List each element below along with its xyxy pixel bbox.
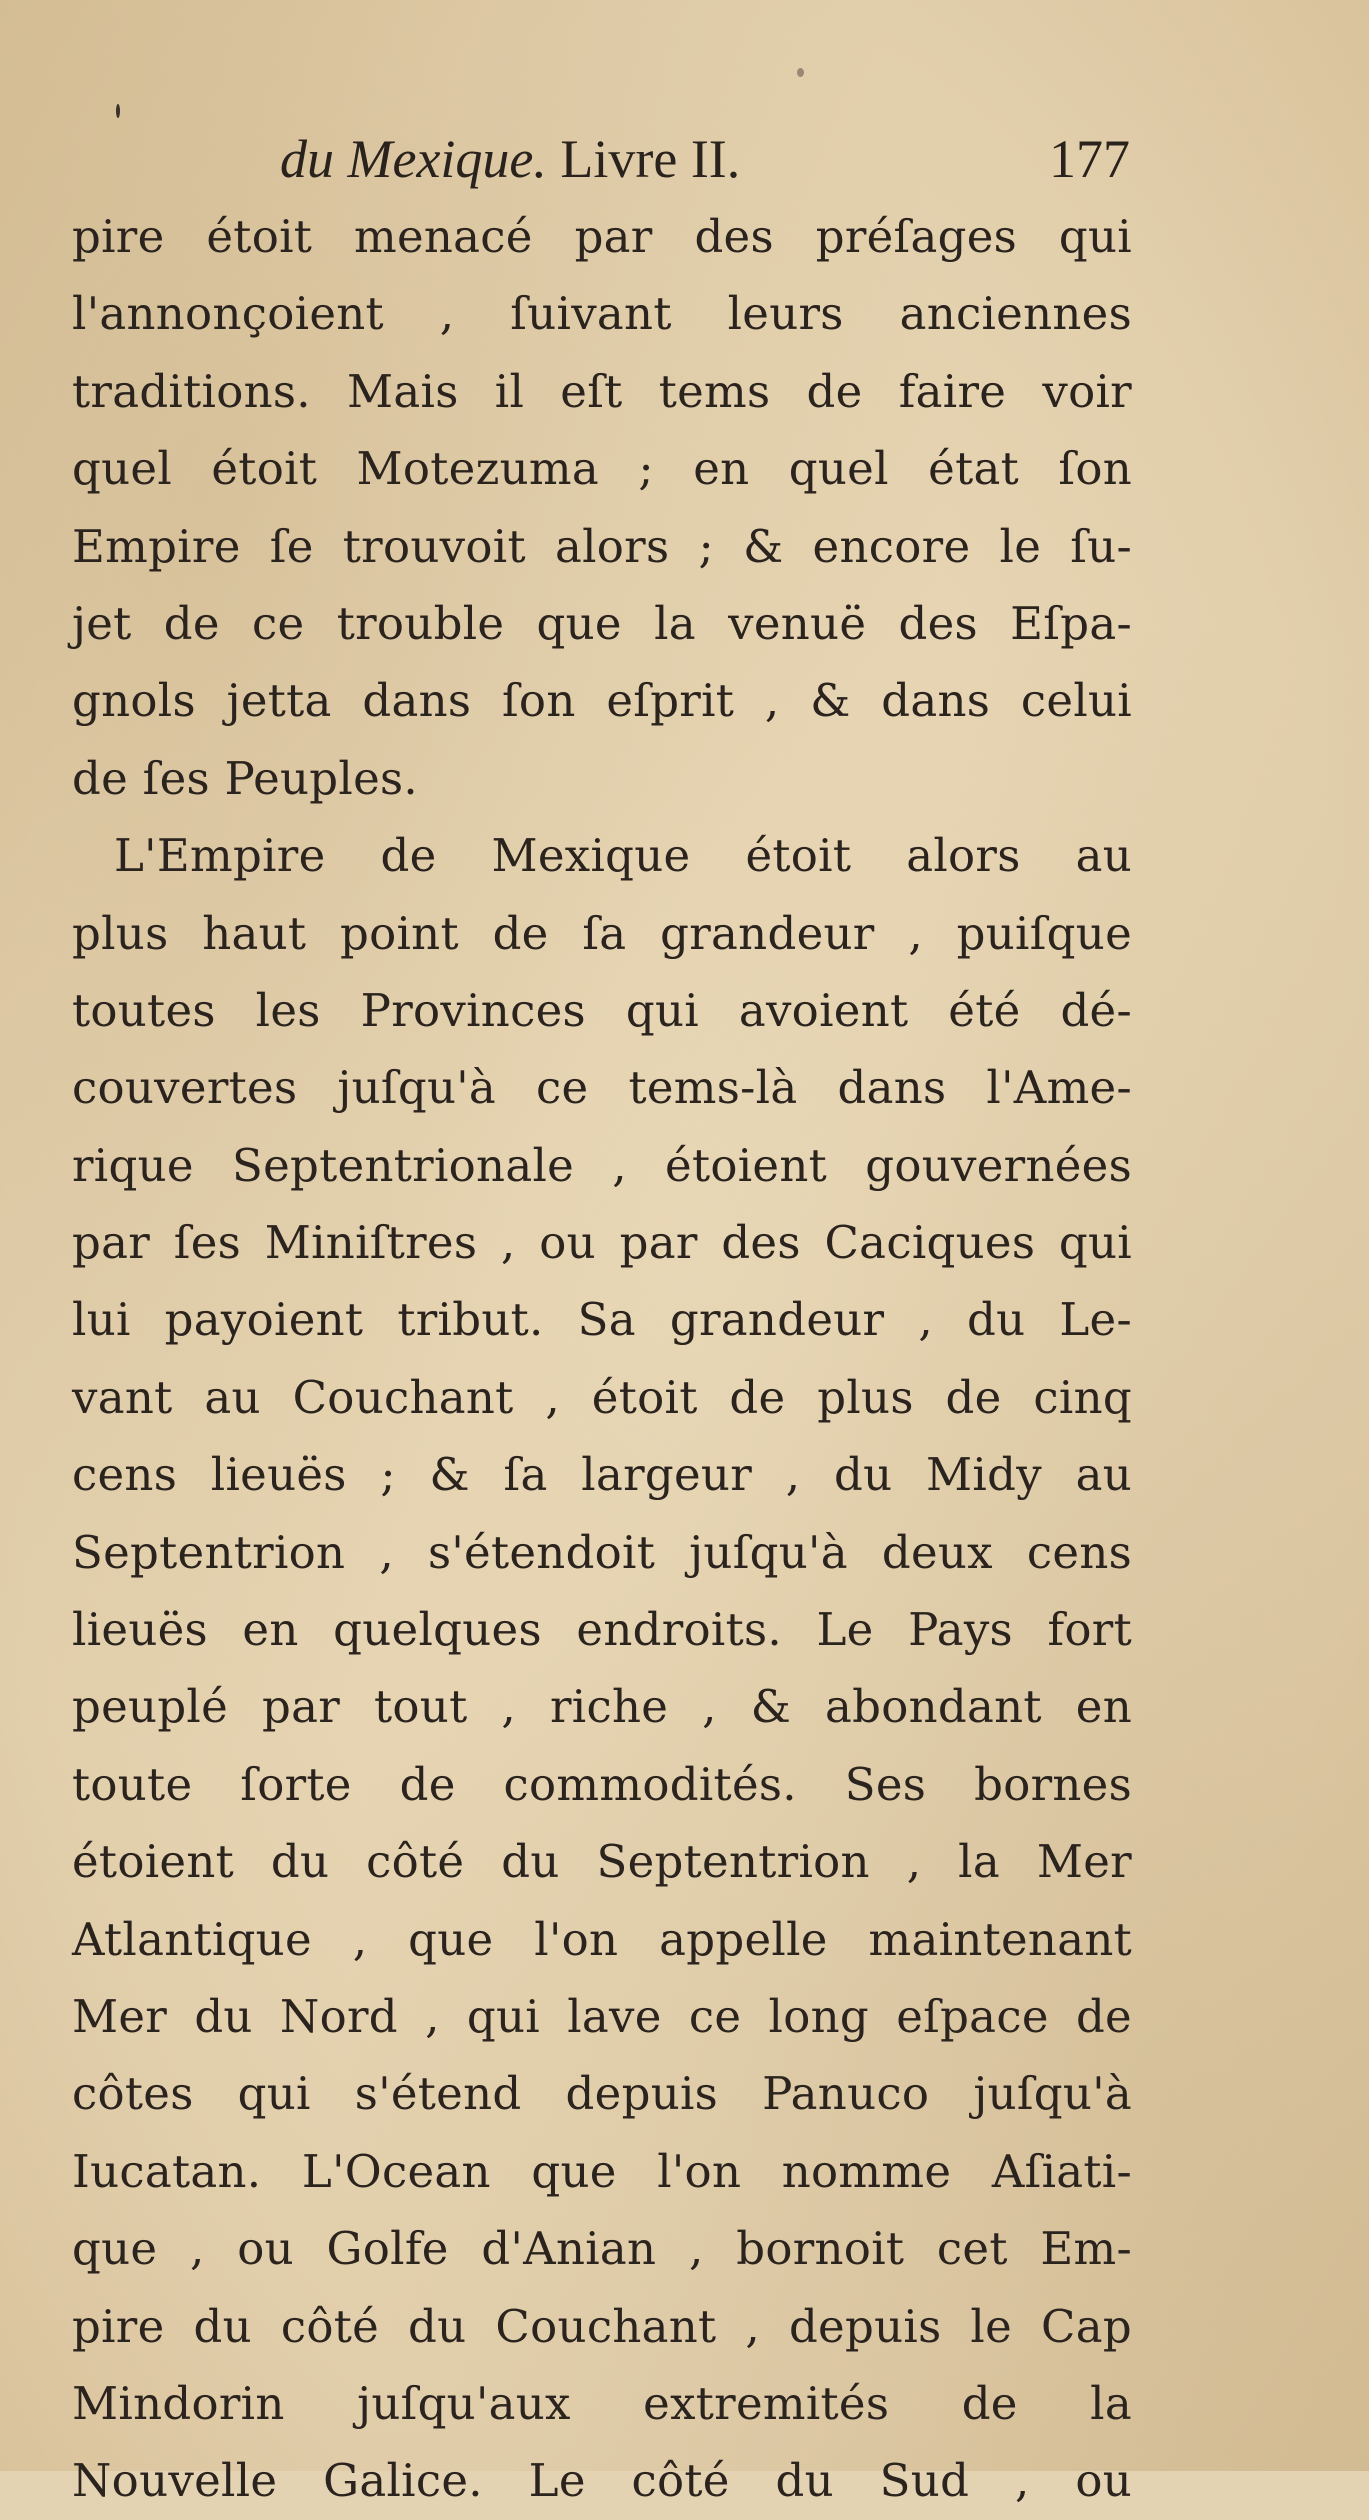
text-line: lieuës en quelques endroits. Le Pays fort: [72, 1603, 1132, 1657]
running-title-italic: du Mexique.: [280, 129, 547, 189]
text-line: Mer du Nord , qui lave ce long eſpace de: [72, 1989, 1132, 2043]
text-line: de ſes Peuples.: [72, 751, 419, 805]
page-number: 177: [1049, 129, 1130, 189]
text-line: cens lieuës ; & ſa largeur , du Midy au: [72, 1448, 1132, 1502]
page-header: [280, 128, 1130, 200]
text-line: par ſes Miniſtres , ou par des Caciques qui: [72, 1216, 1132, 1270]
running-title-roman: Livre II.: [546, 129, 741, 189]
text-line: pire du côté du Couchant , depuis le Cap: [72, 2299, 1132, 2353]
text-line: toutes les Provinces qui avoient été dé-: [72, 983, 1132, 1037]
paragraph-first-line: L'Empire de Mexique étoit alors au: [114, 829, 1132, 883]
ink-speck: [797, 68, 804, 77]
text-line: Septentrion , s'étendoit juſqu'à deux cens: [72, 1525, 1132, 1579]
text-line: Nouvelle Galice. Le côté du Sud , ou: [72, 2454, 1132, 2508]
text-line: traditions. Mais il eſt tems de faire voir: [72, 364, 1132, 418]
text-line: toute ſorte de commodités. Ses bornes: [72, 1757, 1132, 1811]
text-line: gnols jetta dans ſon eſprit , & dans celui: [72, 674, 1132, 728]
text-line: que , ou Golfe d'Anian , bornoit cet Em-: [72, 2222, 1132, 2276]
text-line: Atlantique , que l'on appelle maintenant: [72, 1912, 1132, 1966]
body-text: [72, 198, 1132, 2508]
text-line: jet de ce trouble que la venuë des Eſpa-: [72, 596, 1132, 650]
text-line: lui payoient tribut. Sa grandeur , du Le-: [72, 1293, 1132, 1347]
text-line: rique Septentrionale , étoient gouvernées: [72, 1138, 1132, 1192]
running-title: [280, 128, 740, 190]
ink-mark: [116, 104, 120, 118]
text-line: vant au Couchant , étoit de plus de cinq: [72, 1370, 1132, 1424]
text-line: Mindorin juſqu'aux extremités de la: [72, 2376, 1132, 2430]
text-line: côtes qui s'étend depuis Panuco juſqu'à: [72, 2067, 1132, 2121]
text-line: Iucatan. L'Ocean que l'on nomme Aſiati-: [72, 2144, 1132, 2198]
text-line: pire étoit menacé par des préſages qui: [72, 210, 1132, 263]
text-line: l'annonçoient , ſuivant leurs anciennes: [72, 287, 1132, 341]
text-line: étoient du côté du Septentrion , la Mer: [72, 1835, 1132, 1889]
text-line: couvertes juſqu'à ce tems-là dans l'Ame-: [72, 1061, 1132, 1115]
text-line: Empire ſe trouvoit alors ; & encore le ſu-: [72, 519, 1132, 573]
text-line: peuplé par tout , riche , & abondant en: [72, 1680, 1132, 1734]
text-line: plus haut point de ſa grandeur , puiſque: [72, 906, 1132, 960]
text-line: quel étoit Motezuma ; en quel état ſon: [72, 442, 1132, 496]
